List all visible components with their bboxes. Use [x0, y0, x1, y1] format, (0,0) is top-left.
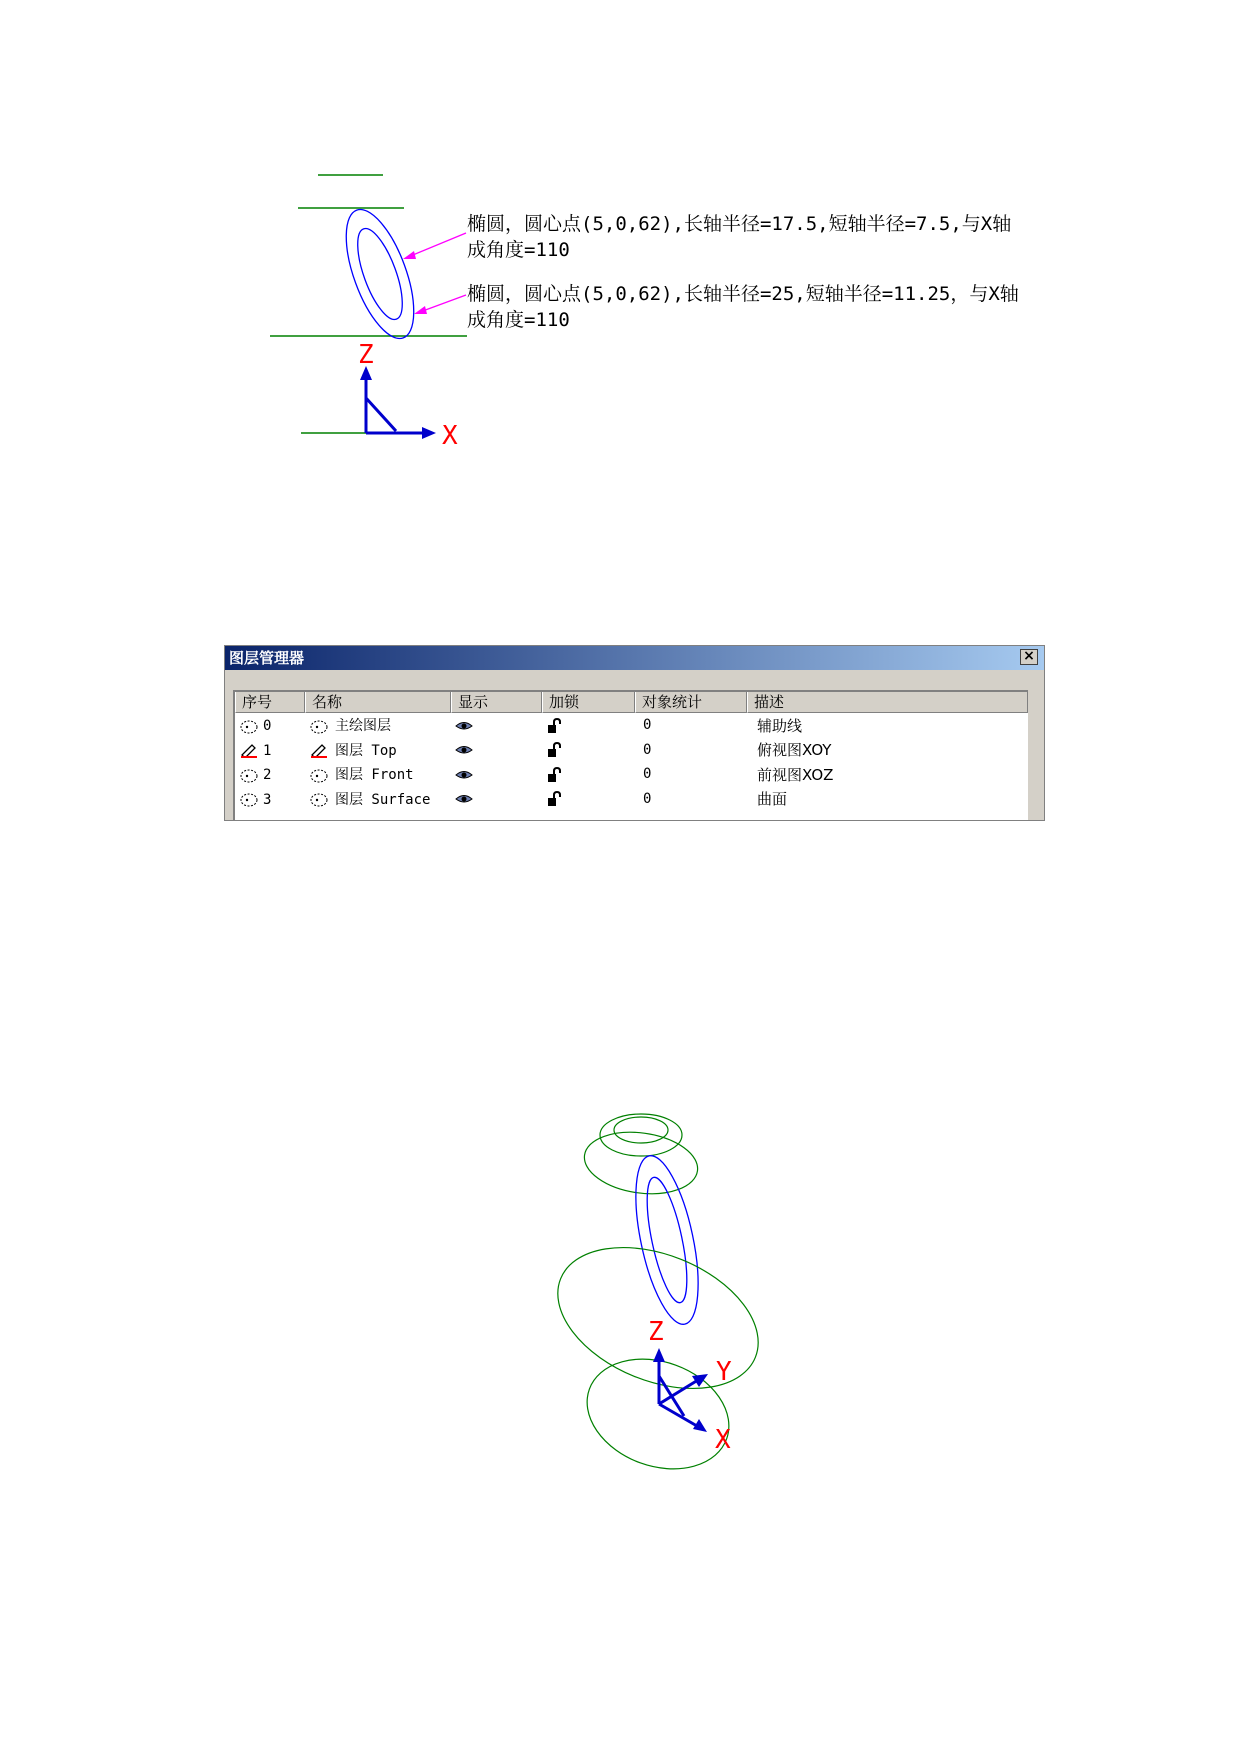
layer-lock-cell: [542, 741, 635, 759]
iso-axis-label-z: Z: [648, 1317, 664, 1347]
layer-index-cell: [235, 741, 305, 759]
x-axis-arrow: [422, 427, 436, 439]
layer-name: 图层 Top: [335, 742, 397, 759]
eye-icon[interactable]: [455, 720, 473, 732]
axis-label-z: Z: [358, 340, 374, 370]
layer-index-cell: [235, 790, 305, 808]
layer-count: 0: [643, 741, 652, 758]
eye-icon[interactable]: [455, 793, 473, 805]
iso-axis-label-y: Y: [716, 1357, 732, 1387]
upper-green-ellipse: [580, 1125, 701, 1200]
inner-ellipse: [349, 223, 412, 324]
close-button[interactable]: ×: [1020, 649, 1038, 665]
layer-lock-cell: [542, 716, 635, 734]
layer-visible-cell: [451, 765, 542, 783]
annotation-1-line-1: 椭圆，圆心点(5,0,62),长轴半径=17.5,短轴半径=7.5,与X轴: [467, 213, 1012, 235]
layer-index-cell: [235, 765, 305, 783]
table-row[interactable]: [235, 738, 1028, 763]
layer-name: 图层 Front: [335, 767, 414, 784]
iso-y-axis: [659, 1380, 698, 1404]
iso-blue-ellipse-inner: [639, 1174, 695, 1305]
iso-diagonal: [659, 1376, 684, 1416]
layer-icon: [309, 767, 329, 783]
iso-x-axis: [659, 1404, 697, 1426]
layer-icon: [239, 718, 259, 734]
leader-arrow-1: [403, 251, 416, 259]
annotation-2-line-2: 成角度=110: [467, 309, 570, 331]
column-header-description[interactable]: 描述: [747, 692, 1028, 713]
layer-count: 0: [643, 717, 652, 734]
layer-index: 0: [263, 718, 272, 735]
layer-list-header: [235, 692, 1028, 713]
layer-name-cell: [305, 715, 451, 735]
layer-index-cell: [235, 716, 305, 734]
axis-label-x: X: [442, 421, 458, 451]
column-header-index[interactable]: 序号: [235, 692, 305, 713]
outer-ellipse: [332, 201, 427, 347]
leader-line-1: [408, 233, 466, 257]
top-small-ellipse-outer: [600, 1114, 682, 1156]
unlock-icon[interactable]: [546, 742, 564, 758]
table-row[interactable]: [235, 713, 1028, 738]
eye-icon[interactable]: [455, 769, 473, 781]
unlock-icon[interactable]: [546, 791, 564, 807]
top-small-ellipse-inner: [614, 1117, 668, 1143]
layer-description: 曲面: [757, 790, 788, 809]
column-header-name[interactable]: 名称: [305, 692, 451, 713]
layer-lock-cell: [542, 765, 635, 783]
layer-icon: [309, 791, 329, 807]
layer-description: 前视图XOZ: [757, 765, 834, 784]
layer-index: 2: [263, 767, 272, 784]
leader-line-2: [420, 295, 466, 312]
unlock-icon[interactable]: [546, 767, 564, 783]
layer-name: 主绘图层: [335, 718, 391, 735]
iso-z-axis-arrow: [653, 1348, 665, 1362]
window-title-bar: [225, 646, 1044, 670]
iso-axis-label-x: X: [715, 1425, 731, 1455]
eye-icon[interactable]: [455, 744, 473, 756]
large-green-ellipse: [537, 1220, 779, 1415]
column-header-lock[interactable]: 加锁: [542, 692, 635, 713]
iso-y-axis-arrow: [692, 1374, 708, 1387]
layer-description: 俯视图XOY: [757, 741, 832, 760]
table-row[interactable]: [235, 787, 1028, 812]
pencil-layer-icon: [309, 742, 329, 758]
column-header-visible[interactable]: 显示: [451, 692, 542, 713]
leader-arrow-2: [414, 306, 427, 314]
layer-list: [233, 690, 1028, 821]
layer-index: 1: [263, 742, 272, 759]
table-row[interactable]: [235, 762, 1028, 787]
layer-count: 0: [643, 766, 652, 783]
layer-name-cell: [305, 740, 451, 760]
bottom-green-ellipse: [572, 1340, 745, 1488]
layer-icon: [309, 718, 329, 734]
unlock-icon[interactable]: [546, 718, 564, 734]
layer-name: 图层 Surface: [335, 791, 431, 808]
layer-name-cell: [305, 789, 451, 809]
layer-manager-window: [224, 645, 1045, 821]
layer-visible-cell: [451, 716, 542, 734]
layer-rows: [235, 713, 1028, 811]
pencil-layer-icon: [239, 742, 259, 758]
layer-count: 0: [643, 790, 652, 807]
annotation-2-line-1: 椭圆，圆心点(5,0,62),长轴半径=25,短轴半径=11.25，与X轴: [467, 283, 1019, 305]
diagonal-axis: [366, 398, 396, 431]
iso-blue-ellipse-outer: [624, 1150, 711, 1329]
layer-icon: [239, 767, 259, 783]
window-title: 图层管理器: [229, 649, 305, 667]
figure-front-view: [0, 0, 1240, 470]
layer-index: 3: [263, 791, 272, 808]
column-header-count[interactable]: 对象统计: [635, 692, 747, 713]
layer-name-cell: [305, 764, 451, 784]
iso-x-axis-arrow: [693, 1419, 707, 1432]
annotation-1-line-2: 成角度=110: [467, 239, 570, 261]
layer-description: 辅助线: [757, 716, 803, 735]
layer-lock-cell: [542, 790, 635, 808]
layer-icon: [239, 791, 259, 807]
layer-visible-cell: [451, 790, 542, 808]
layer-visible-cell: [451, 741, 542, 759]
